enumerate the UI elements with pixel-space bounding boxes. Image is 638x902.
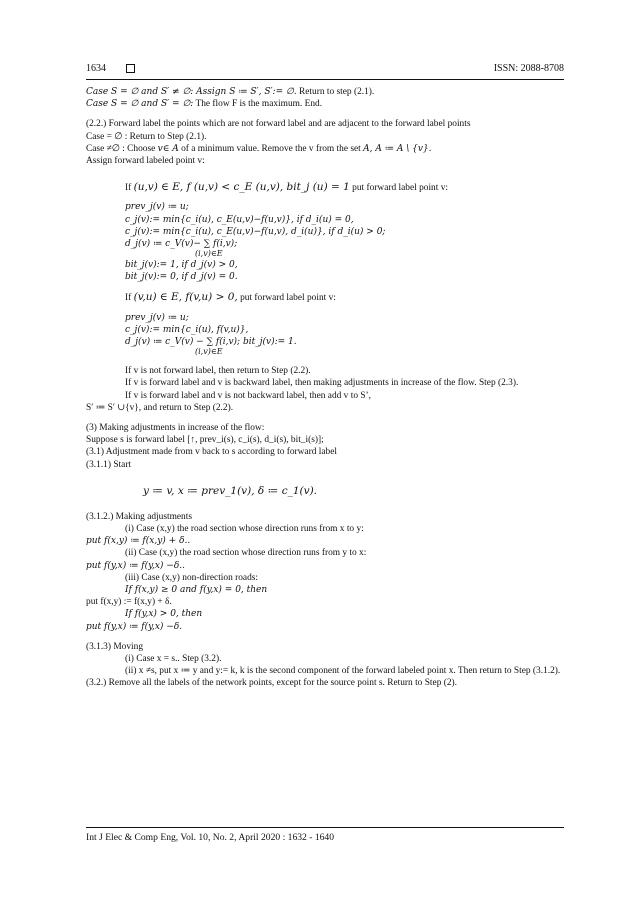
formula-line: c_j(v):= min{c_i(u), c_E(u,v)−f(u,v), d_i(u)}, if d_i(u) > 0; xyxy=(125,226,386,237)
text-line: S′ ≔ S′ ∪{v}, and return to Step (2.2). xyxy=(86,402,234,413)
formula-line: prev_j(v) ≔ u; xyxy=(125,202,189,213)
text-line: If f(x,y) ≥ 0 and f(y,x) = 0, then xyxy=(125,585,268,596)
square-bullet-icon xyxy=(126,64,135,73)
text-line: If f(y,x) > 0, then xyxy=(125,609,203,620)
text-line: (3.1.1) Start xyxy=(86,459,132,470)
formula-subscript: (i,v)∈E xyxy=(195,347,223,357)
text-line: If v is not forward label, then return to Step (2.2). xyxy=(125,366,311,377)
text-line: put f(y,x) ≔ f(y,x) −δ. xyxy=(86,621,183,632)
text-line: (2.2.) Forward label the points which are not forward label and are adjacent to the forward label points xyxy=(86,119,471,130)
text-line: (3.1.2.) Making adjustments xyxy=(86,511,192,522)
text-line: Assign forward labeled point v: xyxy=(86,155,205,166)
text-line: (3) Making adjustments in increase of the flow: xyxy=(86,422,265,433)
algorithm-text xyxy=(86,86,564,690)
text-line: (ii) Case (x,y) the road section whose direction runs from y to x: xyxy=(125,548,367,559)
text-line: (3.2.) Remove all the labels of the network points, except for the source point s. Return to Step (2). xyxy=(86,678,458,689)
formula-line: c_j(v):= min{c_i(u), c_E(u,v)−f(u,v)}, if d_i(u) = 0, xyxy=(125,214,354,225)
page-header xyxy=(86,63,564,79)
footer-citation: Int J Elec & Comp Eng, Vol. 10, No. 2, April 2020 : 1632 - 1640 xyxy=(86,832,335,843)
formula-line: prev_j(v) ≔ u; xyxy=(125,312,189,323)
header-rule xyxy=(86,79,564,80)
text-line: (i) Case (x,y) the road section whose direction runs from x to y: xyxy=(125,524,364,535)
formula-line: d_j(v) ≔ c_V(v) − ∑ f(i,v); bit_j(v):= 1. xyxy=(125,337,297,347)
issn: ISSN: 2088-8708 xyxy=(493,63,564,74)
text-line: If (u,v) ∈ E, f (u,v) < c_E (u,v), bit_j (u) = 1 put forward label point v: xyxy=(125,181,448,194)
formula-line: bit_j(v):= 0, if d_j(v) = 0. xyxy=(125,272,238,283)
text-line: (ii) x ≠s, put x ≔ y and y:= k, k is the second component of the forward labeled point x. Then return to Step (3.1.2). xyxy=(125,666,561,677)
text-line: Case ≠∅ : Choose v∈ A of a minimum value. Remove the v from the set A, A ≔ A \ {v}. xyxy=(86,143,432,154)
text-line: put f(x,y) := f(x,y) + δ. xyxy=(86,597,172,608)
text-line: Suppose s is forward label [↑, prev_i(s), c_i(s), d_i(s), bit_i(s)]; xyxy=(86,435,324,446)
text-line: (3.1.3) Moving xyxy=(86,641,144,652)
text-line: (3.1) Adjustment made from v back to s according to forward label xyxy=(86,447,337,458)
text-line: Case S = ∅ and S′ = ∅: The flow F is the maximum. End. xyxy=(86,99,323,110)
text-line: If (v,u) ∈ E, f(v,u) > 0, put forward label point v: xyxy=(125,291,336,304)
text-line: If v is forward label and v is not backward label, then add v to S’, xyxy=(125,390,372,401)
footer-rule xyxy=(86,827,564,828)
text-line: put f(y,x) ≔ f(y,x) −δ.. xyxy=(86,560,185,571)
formula-line: y ≔ v, x ≔ prev_1(v), δ ≔ c_1(v). xyxy=(143,484,317,497)
formula-line: d_j(v) ≔ c_V(v)− ∑ f(i,v); xyxy=(125,238,238,249)
text-line: Case = ∅ : Return to Step (2.1). xyxy=(86,131,207,142)
text-line: (iii) Case (x,y) non-direction roads: xyxy=(125,572,259,583)
page-number: 1634 xyxy=(86,63,106,74)
text-line: If v is forward label and v is backward label, then making adjustments in increase of the flow. Step (2.3). xyxy=(125,378,519,389)
text-line: (i) Case x = s.. Step (3.2). xyxy=(125,653,222,664)
text-line: Case S = ∅ and S′ ≠ ∅: Assign S ≔ S′, S′:= ∅. Return to step (2.1). xyxy=(86,87,375,97)
text-line: put f(x,y) ≔ f(x,y) + δ.. xyxy=(86,536,191,547)
formula-line: c_j(v):= min{c_i(u), f(v,u)}, xyxy=(125,324,249,335)
formula-subscript: (i,v)∈E xyxy=(195,249,223,259)
formula-line: bit_j(v):= 1, if d_j(v) > 0, xyxy=(125,260,238,271)
